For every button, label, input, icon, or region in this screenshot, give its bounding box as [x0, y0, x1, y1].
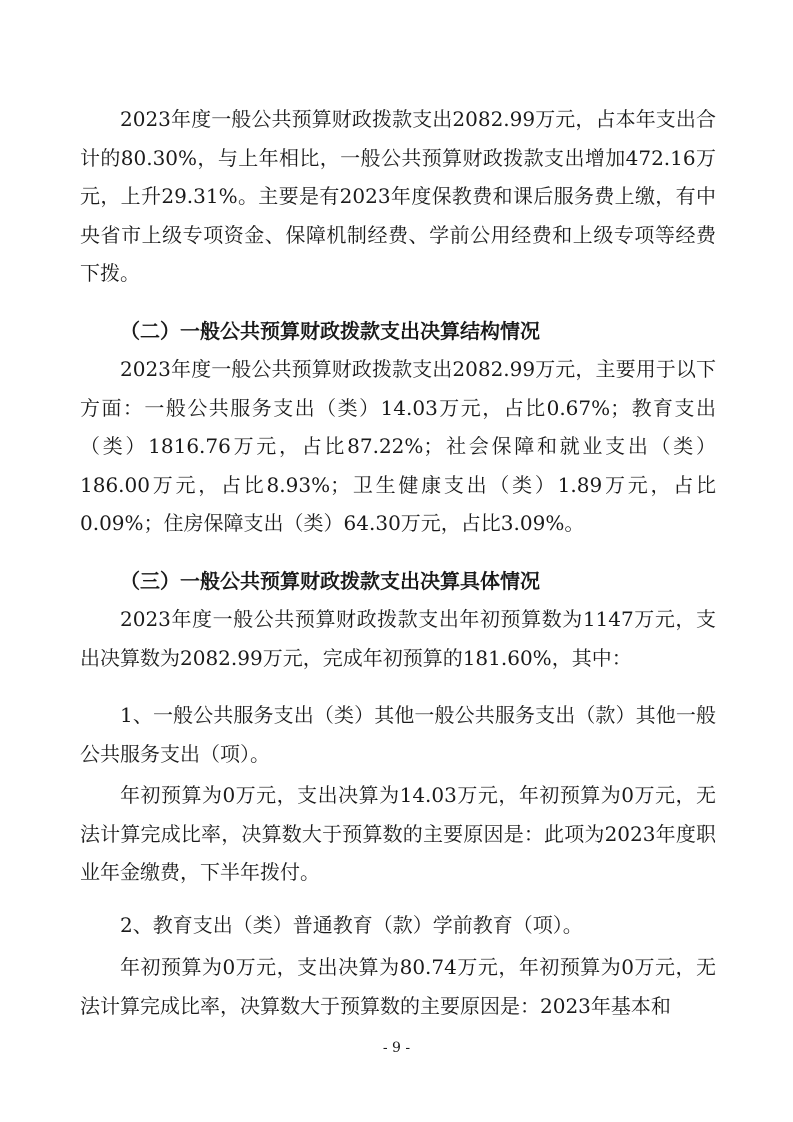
paragraph-expenditure-structure: 2023年度一般公共预算财政拨款支出2082.99万元，主要用于以下方面：一般公共服务支出（类）14.03万元，占比0.67%；教育支出（类）1816.76万元，占比87.22%；社会保障和就业支出（类）186.00万元，占比8.93%；卫生健康支出（类）1.89万元，占比0.09%；住房保障支出（类）64.30万元，占比3.09%。 — [80, 357, 716, 535]
paragraph-item-1-detail: 年初预算为0万元，支出决算为14.03万元，年初预算为0万元，无法计算完成比率，决算数大于预算数的主要原因是：此项为2023年度职业年金缴费，下半年拨付。 — [80, 783, 716, 884]
paragraph-expenditure-summary: 2023年度一般公共预算财政拨款支出2082.99万元，占本年支出合计的80.30%，与上年相比，一般公共预算财政拨款支出增加472.16万元，上升29.31%。主要是有2023年度保教费和课后服务费上缴，有中央省市上级专项资金、保障机制经费、学前公用经费和上级专项等经费下拨。 — [80, 107, 716, 285]
section-heading-structure: （二）一般公共预算财政拨款支出决算结构情况 — [120, 319, 540, 343]
paragraph-item-2-detail: 年初预算为0万元，支出决算为80.74万元，年初预算为0万元，无法计算完成比率，决算数大于预算数的主要原因是：2023年基本和 — [80, 955, 716, 1018]
paragraph-budget-completion: 2023年度一般公共预算财政拨款支出年初预算数为1147万元，支出决算数为2082.99万元，完成年初预算的181.60%，其中： — [80, 607, 716, 670]
page-number: - 9 - — [382, 1040, 411, 1056]
paragraph-item-1-title: 1、一般公共服务支出（类）其他一般公共服务支出（款）其他一般公共服务支出（项）。 — [80, 703, 716, 766]
paragraph-item-2-title: 2、教育支出（类）普通教育（款）学前教育（项）。 — [120, 913, 583, 937]
section-heading-details: （三）一般公共预算财政拨款支出决算具体情况 — [120, 569, 540, 593]
